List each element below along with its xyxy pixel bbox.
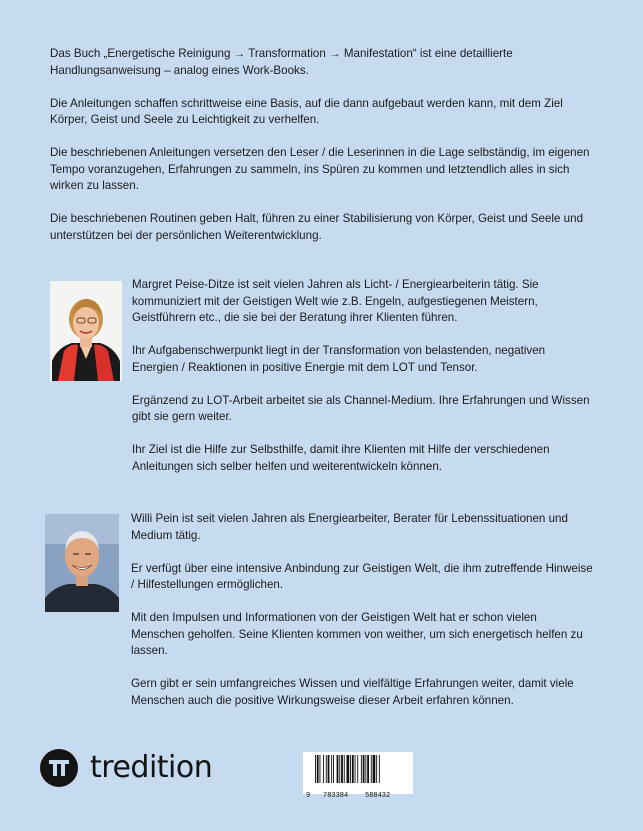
author-photo-margret [50, 281, 122, 381]
author-bio-willi [131, 511, 593, 726]
tredition-logo-icon [40, 749, 78, 787]
author-1-paragraph-4: Ihr Ziel ist die Hilfe zur Selbsthilfe, damit ihre Klienten mit Hilfe der verschiedenen Anleitungen sich selber helfen und weiterentwickeln können. [132, 443, 550, 473]
portrait-man-image [45, 514, 119, 612]
barcode-digits-left: 783384 [323, 792, 349, 800]
barcode-digits-right: 588432 [365, 792, 391, 800]
portrait-woman-image [50, 281, 122, 381]
author-photo-willi [45, 514, 119, 612]
author-bio-margret [132, 277, 594, 492]
description-paragraph-2: Die Anleitungen schaffen schrittweise eine Basis, auf die dann aufgebaut werden kann, mit dem Ziel Körper, Geist und Seele zu Leichtigkeit zu verhelfen. [50, 96, 563, 126]
author-2-paragraph-3: Mit den Impulsen und Informationen von der Geistigen Welt hat er schon vielen Menschen geholfen. Seine Klienten kommen von weither, um sich energetisch helfen zu lassen. [131, 611, 583, 657]
author-2-paragraph-2: Er verfügt über eine intensive Anbindung zur Geistigen Welt, die ihm zutreffende Hinweise / Hilfestellungen ermöglichen. [131, 561, 593, 591]
publisher-logo [40, 748, 212, 788]
book-description [50, 46, 598, 261]
description-paragraph-1: Das Buch „Energetische Reinigung → Transformation → Manifestation“ ist eine detaillierte Handlungsanweisung – analog eines Work-Books. [50, 47, 513, 77]
barcode-bars [303, 752, 413, 786]
description-paragraph-4: Die beschriebenen Routinen geben Halt, führen zu einer Stabilisierung von Körper, Geist und Seele und unterstützen bei der persönlichen Weiterentwicklung. [50, 212, 584, 242]
author-1-paragraph-3: Ergänzend zu LOT-Arbeit arbeitet sie als Channel-Medium. Ihre Erfahrungen und Wissen gibt sie gern weiter. [132, 393, 590, 423]
author-1-paragraph-2: Ihr Aufgabenschwerpunkt liegt in der Transformation von belastenden, negativen Energien / Reaktionen in positive Energie mit dem LOT und Tensor. [132, 344, 546, 374]
isbn-barcode [303, 752, 413, 800]
barcode-digit-prefix: 9 [306, 792, 311, 800]
author-1-paragraph-1: Margret Peise-Ditze ist seit vielen Jahren als Licht- / Energiearbeiterin tätig. Sie kommuniziert mit der Geistigen Welt wie z.B. Engeln, aufgestiegenen Meistern, Geistführern etc., die sie bei der Beratung ihrer Klienten führen. [132, 278, 539, 324]
description-paragraph-3: Die beschriebenen Anleitungen versetzen den Leser / die Leserinnen in die Lage selbständig, im eigenen Tempo voranzugehen, Erfahrungen zu sammeln, ins Spüren zu kommen und letztendlich alles in sich wirken zu lassen. [50, 146, 590, 192]
author-2-paragraph-4: Gern gibt er sein umfangreiches Wissen und vielfältige Erfahrungen weiter, damit viele Menschen auch die positive Wirkungsweise dieser Arbeit erfahren können. [131, 677, 574, 707]
author-2-paragraph-1: Willi Pein ist seit vielen Jahren als Energiearbeiter, Berater für Lebenssituationen und Medium tätig. [131, 512, 568, 542]
publisher-name: tredition [90, 750, 213, 785]
